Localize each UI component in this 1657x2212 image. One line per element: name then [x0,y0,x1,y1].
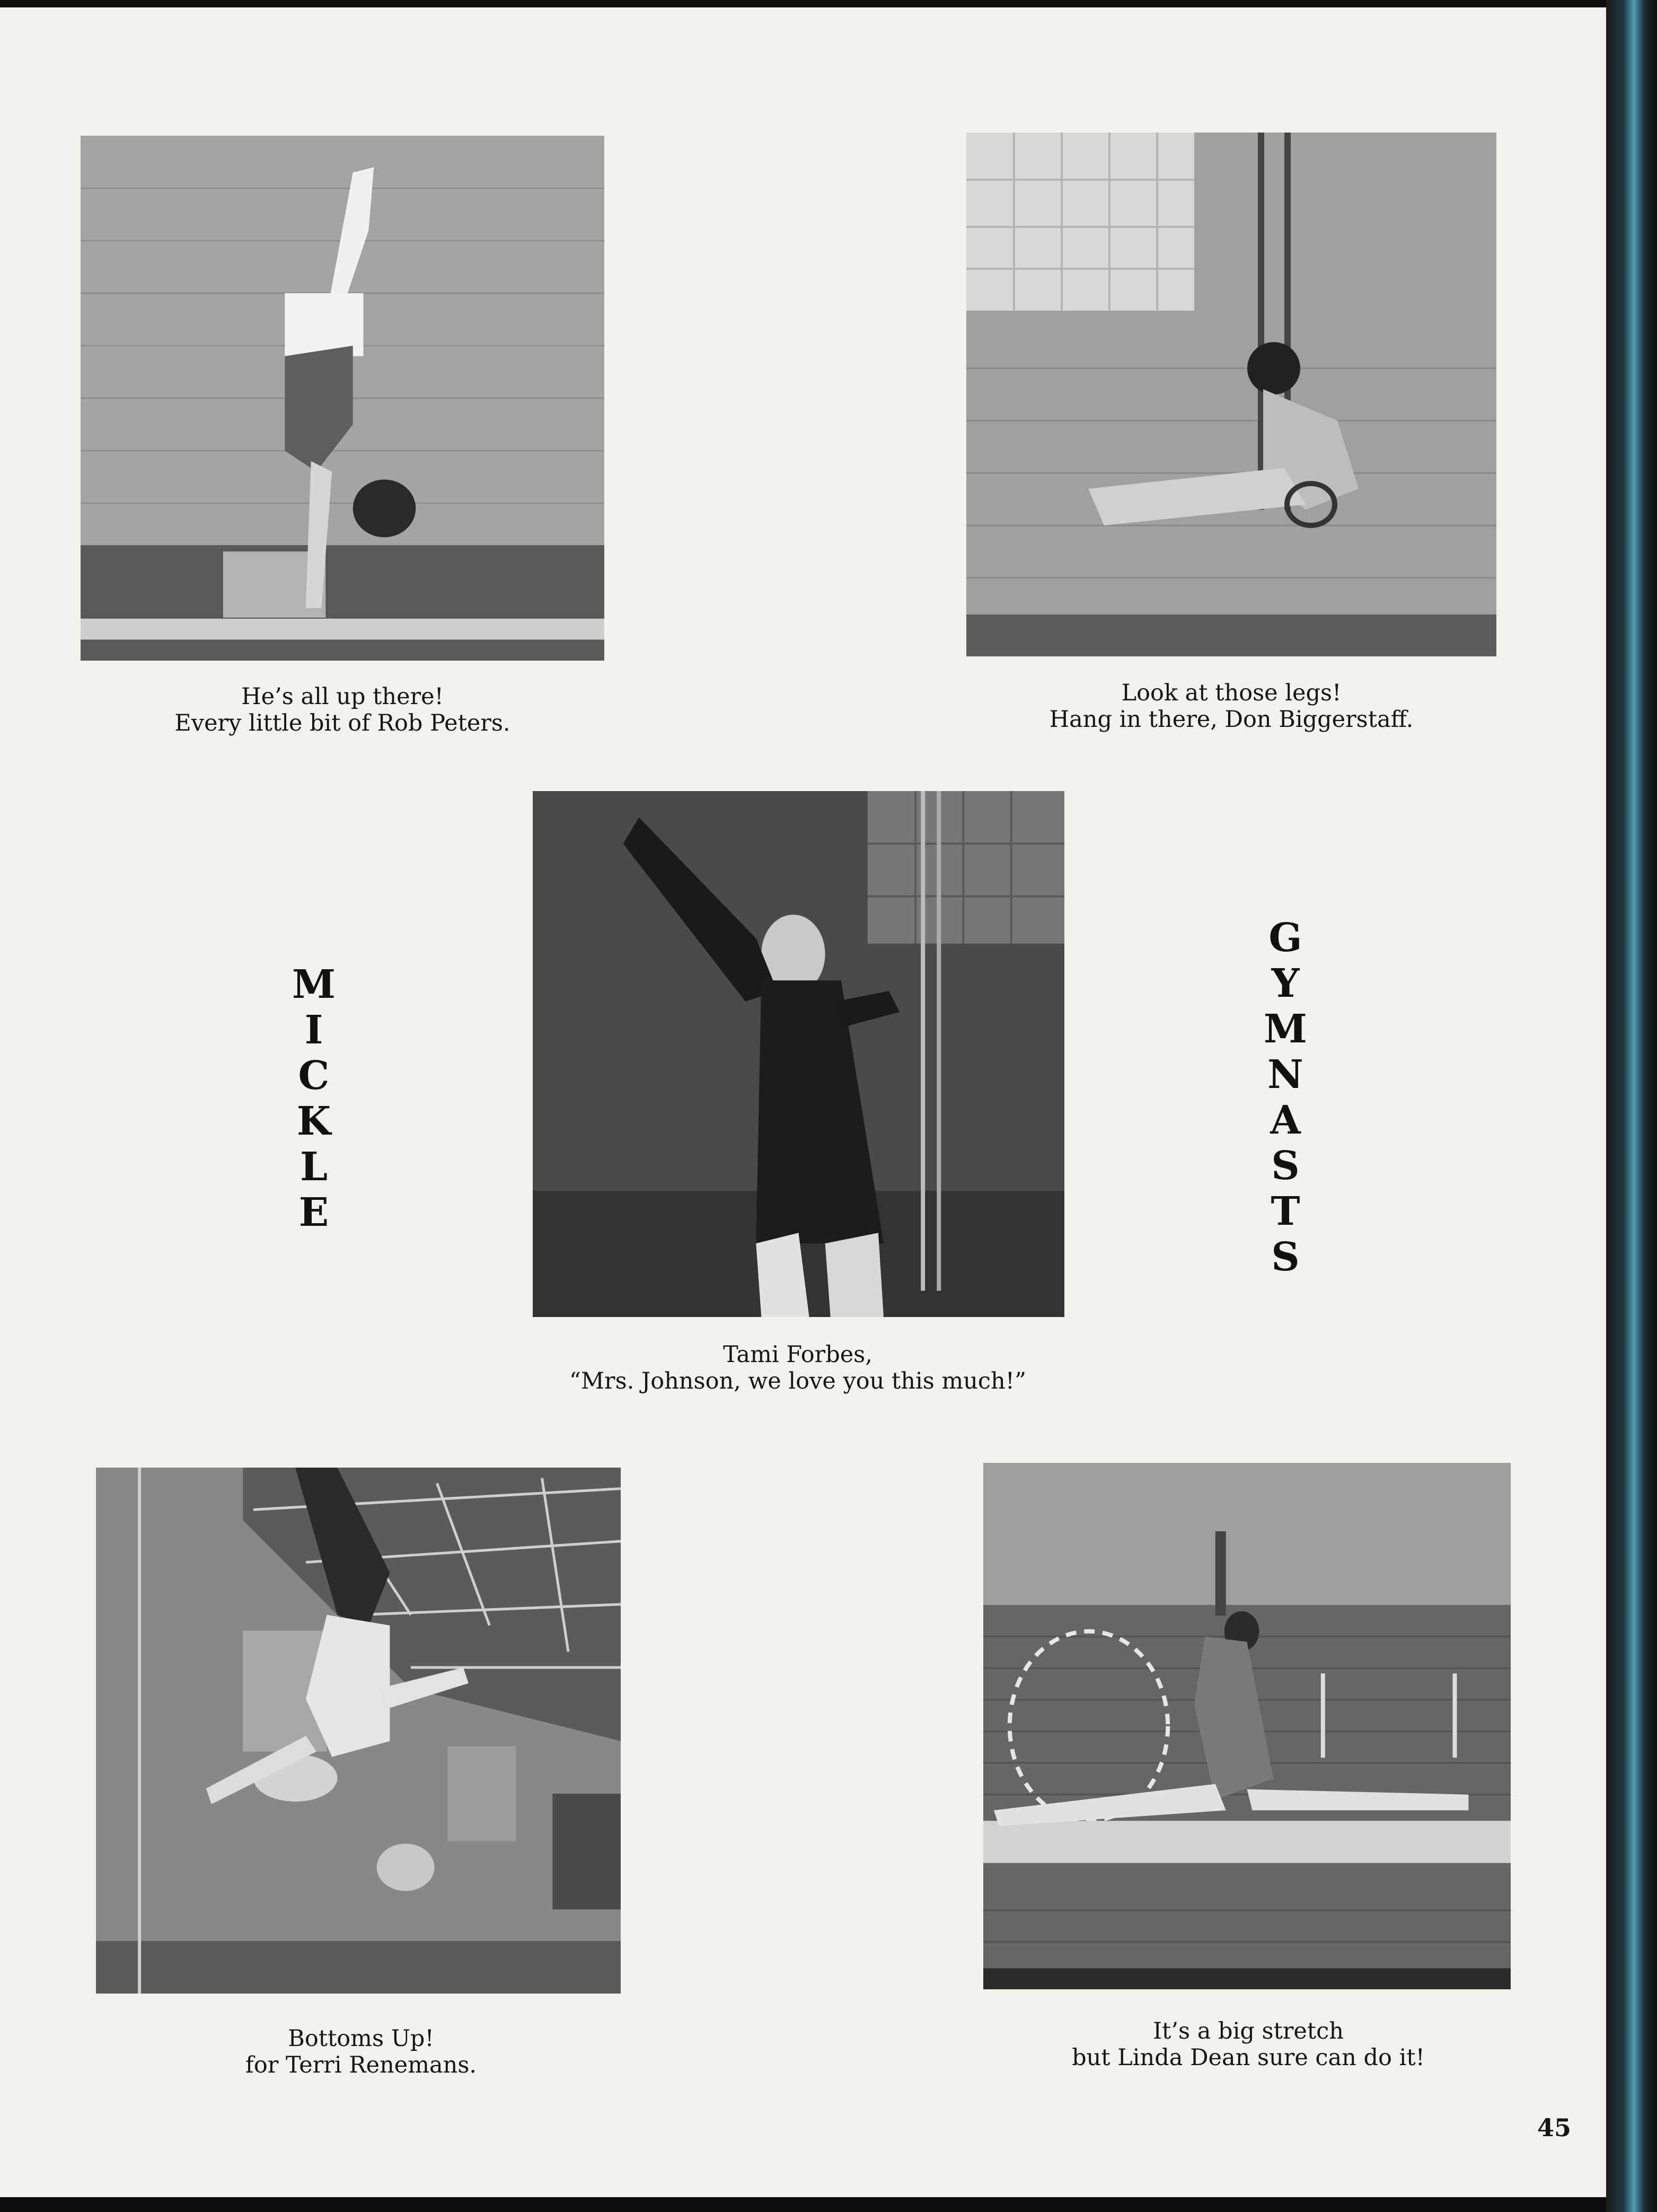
gymnasts-letter-3: M [1264,1006,1307,1052]
binding-edge [1606,0,1657,2212]
caption-linda-dean-line-2: but Linda Dean sure can do it! [1072,2044,1425,2071]
photo-linda-dean [983,1463,1511,1989]
yearbook-page [0,7,1606,2197]
mickle-letter-2: I [304,1007,323,1053]
gymnasts-letter-7: T [1271,1189,1300,1234]
caption-terri-renemans-line-1: Bottoms Up! [288,2025,434,2052]
caption-rings [966,680,1496,733]
caption-rings-line-2: Hang in there, Don Biggerstaff. [1049,706,1414,733]
mickle-letter-3: C [298,1053,330,1099]
caption-handstand-line-2: Every little bit of Rob Peters. [174,710,510,736]
photo-terri-renemans [96,1468,621,1994]
page-number: 45 [1537,2113,1572,2142]
caption-linda-dean [983,2018,1513,2071]
gymnasts-letter-1: G [1268,915,1302,961]
title-word-mickle [285,962,343,1235]
mickle-letter-1: M [292,962,336,1007]
photo-linda-dean-image [983,1463,1511,1989]
caption-tami-forbes-line-1: Tami Forbes, [723,1341,872,1368]
photo-rings [966,133,1496,656]
caption-terri-renemans-line-2: for Terri Renemans. [245,2052,477,2078]
photo-tami-forbes [533,791,1064,1317]
photo-handstand-image [81,136,604,661]
gymnasts-letter-2: Y [1271,961,1300,1006]
caption-handstand [81,683,604,736]
gymnasts-letter-4: N [1267,1052,1303,1098]
gymnasts-letter-6: S [1271,1143,1300,1189]
photo-handstand [81,136,604,661]
title-word-gymnasts [1256,915,1315,1280]
mickle-letter-6: E [298,1190,329,1235]
caption-handstand-line-1: He’s all up there! [241,683,444,710]
gymnasts-letter-8: S [1271,1234,1300,1280]
caption-terri-renemans [96,2025,626,2078]
caption-rings-line-1: Look at those legs! [1121,680,1342,706]
photo-tami-forbes-image [533,791,1064,1317]
caption-linda-dean-line-1: It’s a big stretch [1153,2018,1344,2044]
caption-tami-forbes [480,1341,1116,1394]
caption-tami-forbes-line-2: “Mrs. Johnson, we love you this much!” [569,1368,1026,1394]
gymnasts-letter-5: A [1270,1098,1301,1143]
photo-terri-renemans-image [96,1468,621,1994]
mickle-letter-5: L [299,1144,328,1190]
mickle-letter-4: K [296,1099,331,1144]
photo-rings-image [966,133,1496,656]
